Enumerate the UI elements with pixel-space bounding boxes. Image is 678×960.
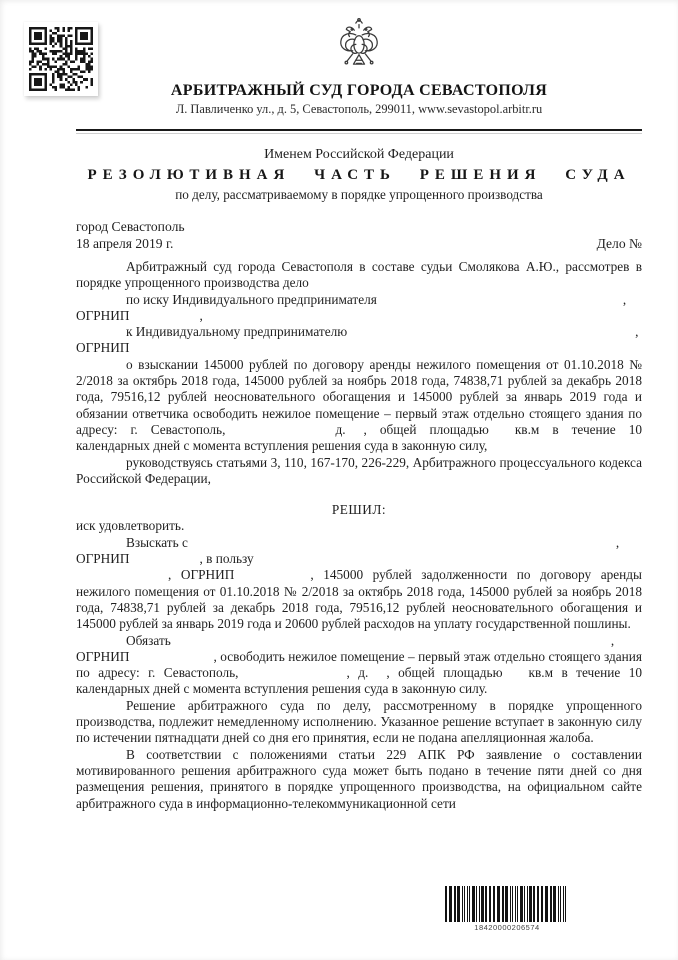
body-paragraph: В соответствии с положениями статьи 229 АПК РФ заявление о составлении мотивированного решения арбитражного суда может быть подано в течение пяти дней со дня размещения решения, принятого в порядке упрощенного производства, на официальном сайте арбитражного суда в информационно-телекоммуникационной сети (76, 746, 642, 811)
redacted-blank (234, 577, 310, 579)
decision-date: 18 апреля 2019 г. (76, 236, 174, 251)
body-paragraph: , ОГРНИП , 145000 рублей задолженности по договору аренды нежилого помещения от 01.10.2018 № 2/2018 за октябрь 2018 года, 145000 рублей за ноябрь 2018 года, 74838,71 рублей за декабрь 2018 года, 79516,12 рублей неосновательного обогащения и 145000 рублей за январь 2019 года и 20600 рублей расходов на уплату государственной пошлины. (76, 567, 642, 632)
body-paragraph: иск удовлетворить. (76, 518, 185, 534)
case-number-label: Дело № (596, 236, 642, 251)
document-body (76, 259, 642, 812)
body-paragraph: Решение арбитражного суда по делу, рассмотренному в порядке упрощенного производства, подлежит немедленному исполнению. Указанное решение вступает в законную силу по истечении пятнадцати дней со дня его принятия, если не подана апелляционная жалоба. (76, 697, 642, 746)
body-paragraph: Обязать , (126, 632, 615, 648)
redacted-blank (346, 432, 364, 434)
barcode (445, 886, 569, 932)
redacted-blank (347, 334, 635, 336)
document-content (76, 0, 642, 812)
redacted-blank (377, 302, 623, 304)
resolution-heading: РЕШИЛ: (331, 502, 387, 518)
body-paragraph: к Индивидуальному предпринимателю , (126, 324, 639, 340)
date-case-row (76, 236, 642, 252)
redacted-blank (171, 643, 611, 645)
redacted-blank (188, 545, 616, 547)
body-paragraph: ОГРНИП , в пользу (76, 551, 254, 567)
redacted-blank (130, 659, 214, 661)
court-name: АРБИТРАЖНЫЙ СУД ГОРОДА СЕВАСТОПОЛЯ (170, 82, 548, 99)
redacted-blank (130, 318, 200, 320)
barcode-number: 18420000206574 (474, 923, 540, 932)
barcode-icon (445, 886, 569, 922)
body-paragraph: Взыскать с , (126, 534, 620, 550)
body-paragraph: ОГРНИП , (76, 307, 203, 323)
redacted-blank (489, 432, 515, 434)
body-paragraph: по иску Индивидуального предпринимателя , (126, 291, 627, 307)
redacted-blank (130, 561, 200, 563)
court-address: Л. Павличенко ул., д. 5, Севастополь, 299011, www.sevastopol.arbitr.ru (175, 102, 543, 116)
body-paragraph: Арбитражный суд города Севастополя в составе судьи Смолякова А.Ю., рассмотрев в порядке упрощенного производства дело (76, 259, 642, 291)
body-paragraph: ОГРНИП , освободить нежилое помещение – первый этаж отдельно стоящего здания по адресу: г. Севастополь, , д. , общей площадью кв.м в течение 10 календарных дней с момента вступления решения суда в законную силу. (76, 648, 642, 697)
in-name-of-line: Именем Российской Федерации (264, 147, 454, 162)
body-paragraph: о взыскании 145000 рублей по договору аренды нежилого помещения от 01.10.2018 № 2/2018 за октябрь 2018 года, 145000 рублей за ноябрь 2018 года, 74838,71 рублей за декабрь 2018 года, 79516,12 рублей неосновательного обогащения и 145000 рублей за январь 2019 года и обязании ответчика освободить нежилое помещение – первый этаж отдельно стоящего здания по адресу: г. Севастополь, д. , общей площадью кв.м в течение 10 календарных дней с момента вступления решения суда в законную силу, (76, 356, 642, 454)
redacted-blank (368, 675, 386, 677)
city-line: город Севастополь (76, 219, 185, 234)
redacted-blank (225, 432, 335, 434)
body-paragraph: руководствуясь статьями 3, 110, 167-170, 226-229, Арбитражного процессуального кодекса Российской Федерации, (76, 454, 642, 486)
double-headed-eagle-icon (335, 16, 383, 76)
redacted-blank (76, 577, 168, 579)
document-title: РЕЗОЛЮТИВНАЯ ЧАСТЬ РЕШЕНИЯ СУДА (87, 167, 631, 183)
coat-of-arms-icon (76, 16, 642, 76)
redacted-blank (239, 675, 347, 677)
document-subtitle: по делу, рассматриваемому в порядке упрощенного производства (175, 187, 543, 202)
redacted-blank (503, 675, 529, 677)
header-divider (76, 129, 642, 134)
body-paragraph: ОГРНИП (76, 340, 130, 356)
